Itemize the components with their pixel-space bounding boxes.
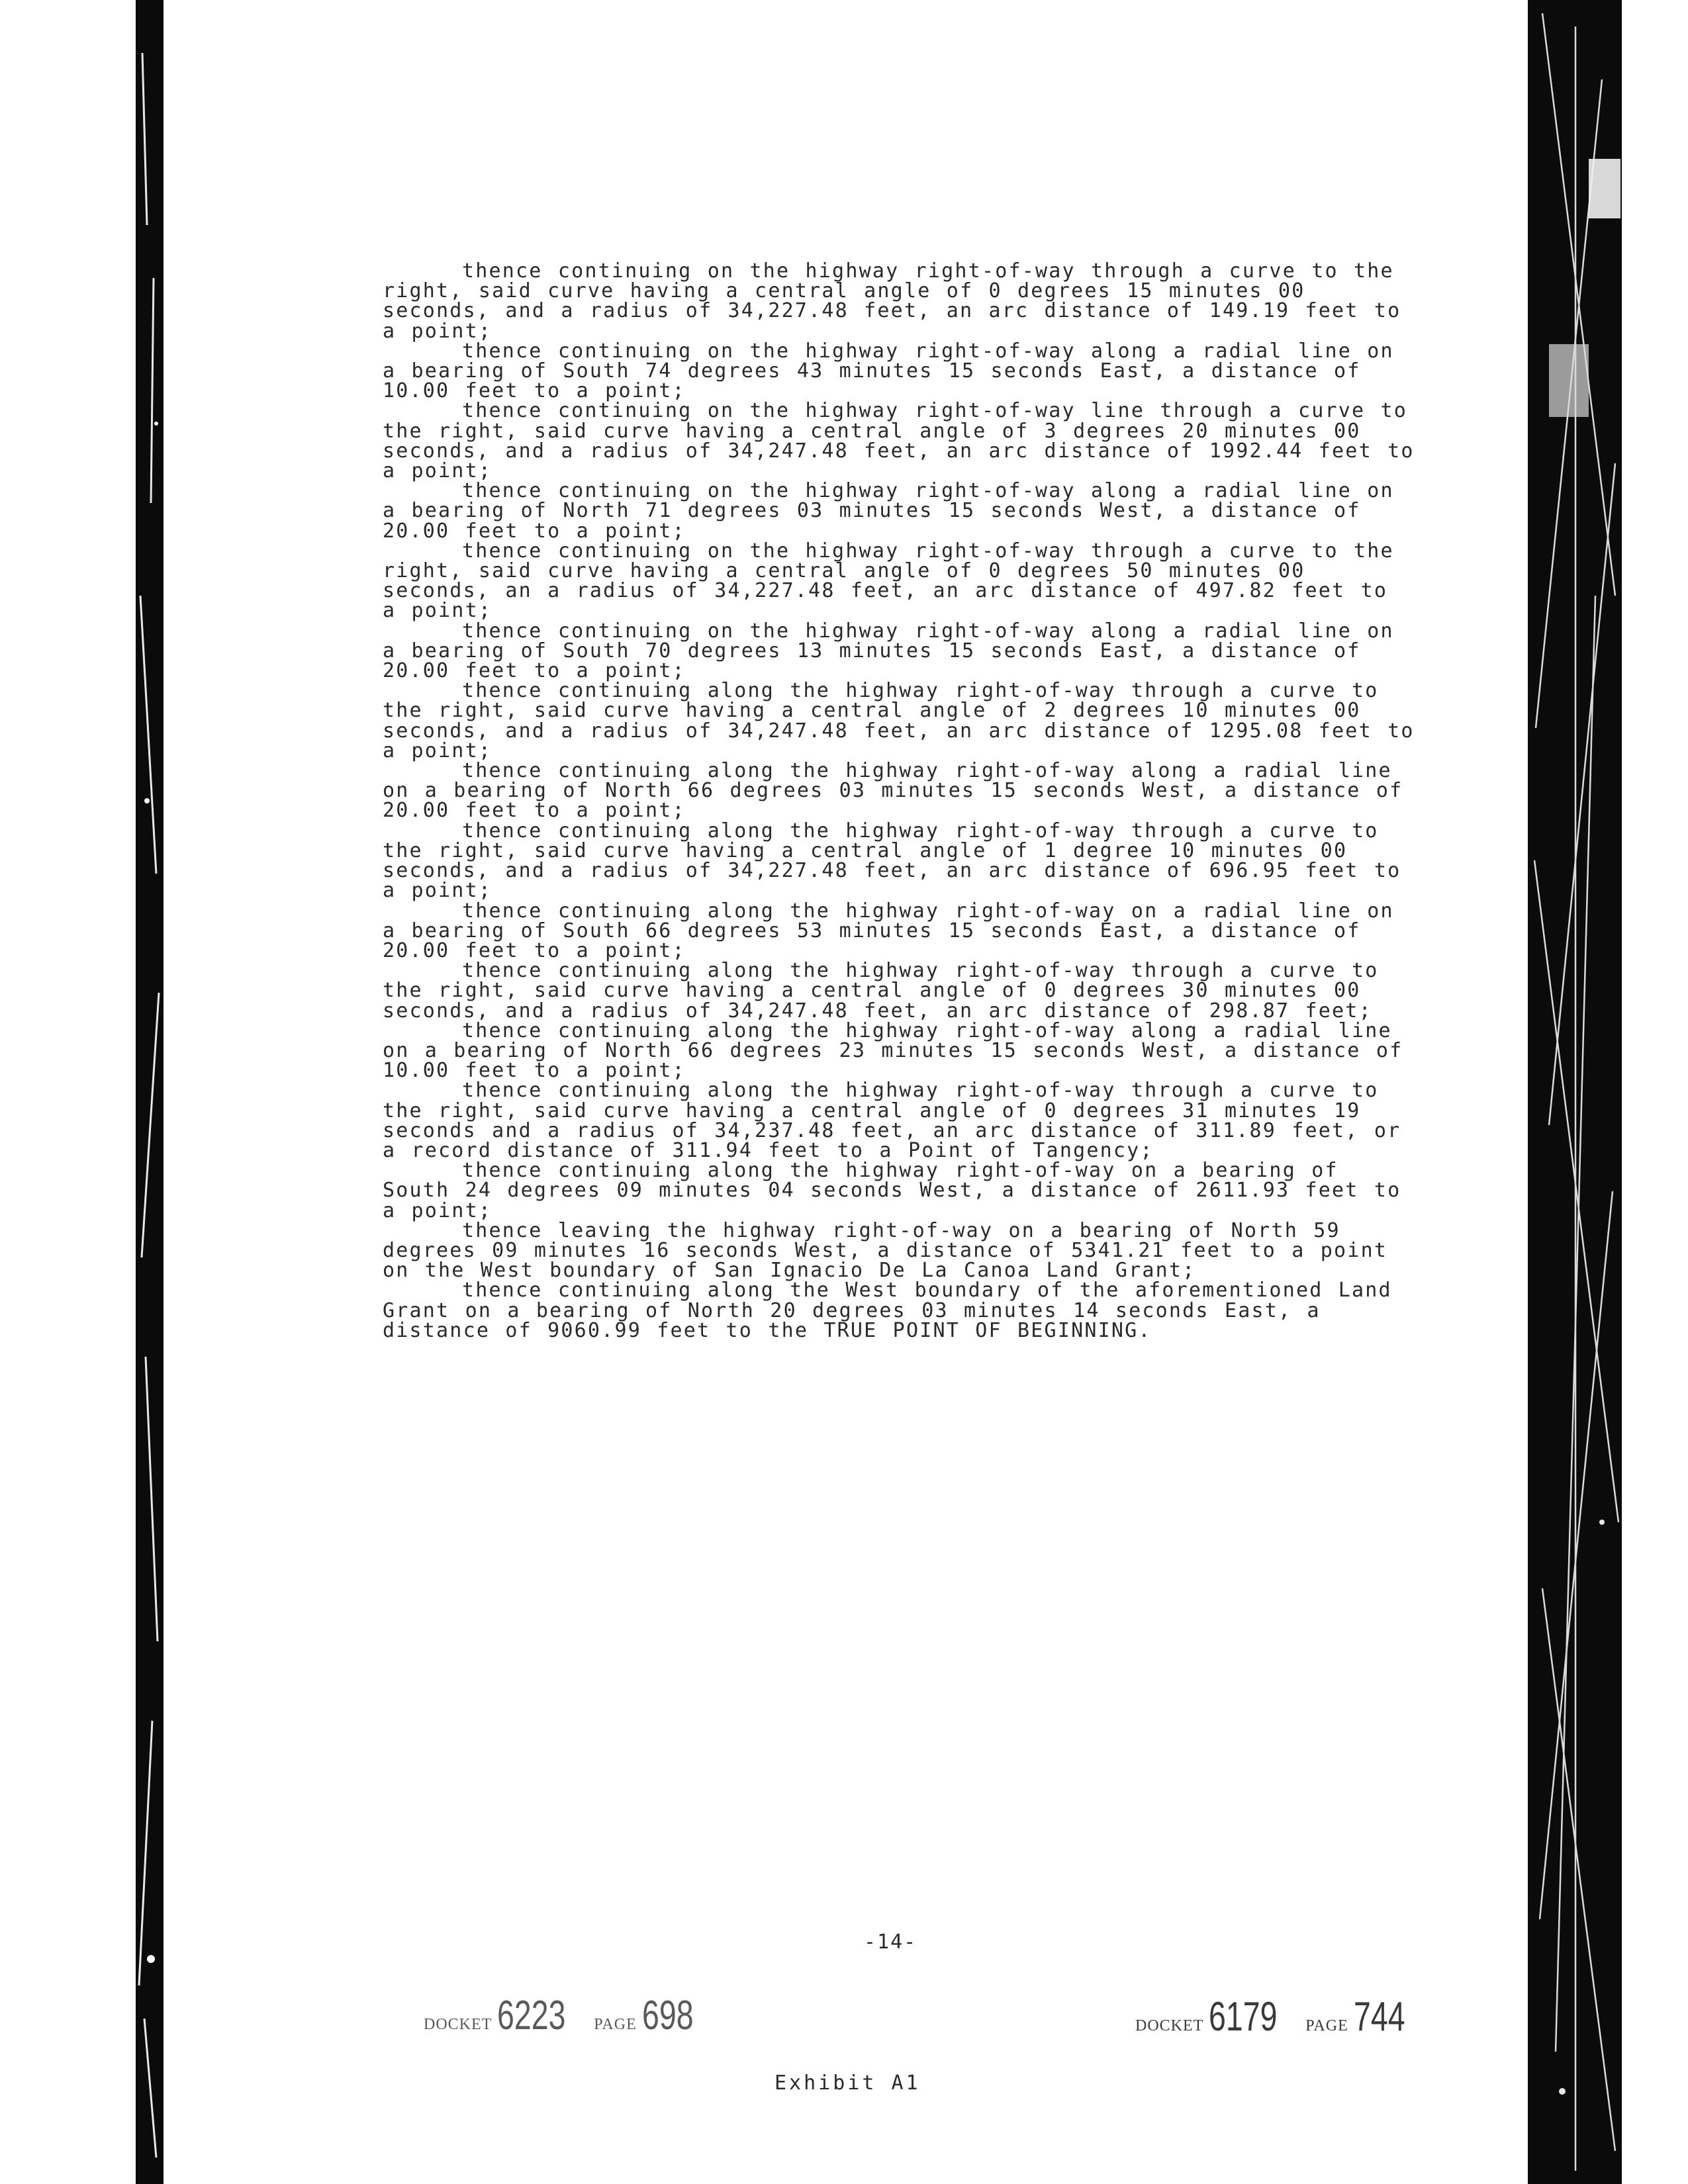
docket-number: 6179	[1209, 1994, 1278, 2040]
docket-label: DOCKET	[424, 2016, 492, 2033]
course-paragraph: thence continuing on the highway right-of-way along a radial line on a bearing of South 70 degrees 13 minutes 15 seconds East, a distance of 20.00 feet to a point;	[383, 619, 1394, 683]
course-paragraph: thence continuing along the highway right-of-way along a radial line on a bearing of North 66 degrees 03 minutes 15 seconds West, a distance of 20.00 feet to a point;	[383, 759, 1403, 823]
docket-label: DOCKET	[1135, 2017, 1204, 2034]
course-paragraph: thence continuing on the highway right-of-way along a radial line on a bearing of North 71 degrees 03 minutes 15 seconds West, a distance of 20.00 feet to a point;	[383, 479, 1394, 543]
page-label: PAGE	[1305, 2017, 1348, 2034]
exhibit-label: Exhibit A1	[774, 2071, 921, 2095]
docket-stamp-left	[424, 1992, 710, 2039]
docket-page-number: 698	[641, 1993, 694, 2038]
docket-page-number: 744	[1353, 1994, 1405, 2040]
course-paragraph: thence continuing along the highway right-of-way on a radial line on a bearing of South 66 degrees 53 minutes 15 seconds East, a distance of 20.00 feet to a point;	[383, 899, 1394, 962]
docket-stamp-right	[1135, 1993, 1422, 2040]
course-paragraph: thence continuing on the highway right-of-way through a curve to the right, said curve having a central angle of 0 degrees 50 minutes 00 seconds, an a radius of 34,227.48 feet, an arc distance of 497.82 feet to a point;	[383, 539, 1394, 623]
course-paragraph: thence continuing along the highway right-of-way through a curve to the right, said curve having a central angle of 2 degrees 10 minutes 00 seconds, and a radius of 34,247.48 feet, an arc distance of 1295.08 feet to a point;	[383, 679, 1415, 762]
course-paragraph: thence continuing along the highway right-of-way through a curve to the right, said curve having a central angle of 1 degree 10 minutes 00 seconds, and a radius of 34,227.48 feet, an arc distance of 696.95 feet to a point;	[383, 819, 1401, 903]
top-punch-marks	[596, 0, 1125, 9]
page-number: -14-	[864, 1931, 917, 1954]
course-paragraph: thence continuing on the highway right-of-way along a radial line on a bearing of South 74 degrees 43 minutes 15 seconds East, a distance of 10.00 feet to a point;	[383, 339, 1394, 403]
course-paragraph: thence continuing along the highway right-of-way on a bearing of South 24 degrees 09 minutes 04 seconds West, a distance of 2611.93 feet to a point;	[383, 1159, 1401, 1222]
course-paragraph: thence leaving the highway right-of-way on a bearing of North 59 degrees 09 minutes 16 seconds West, a distance of 5341.21 feet to a point on the West boundary of San Ignacio De La Canoa Land Grant;	[383, 1218, 1388, 1283]
legal-description	[383, 261, 1415, 1341]
course-paragraph: thence continuing on the highway right-of-way through a curve to the right, said curve having a central angle of 0 degrees 15 minutes 00 seconds, and a radius of 34,227.48 feet, an arc distance of 149.19 feet to a point;	[383, 259, 1401, 343]
course-paragraph: thence continuing along the highway right-of-way through a curve to the right, said curve having a central angle of 0 degrees 31 minutes 19 seconds and a radius of 34,237.48 feet, an arc distance of 311.89 feet, or a record distance of 311.94 feet to a Point of Tangency;	[383, 1079, 1401, 1162]
docket-number: 6223	[497, 1993, 566, 2038]
course-paragraph: thence continuing along the West boundary of the aforementioned Land Grant on a bearing of North 20 degrees 03 minutes 14 seconds East, a distance of 9060.99 feet to the TRUE POINT OF BEGINNING.	[383, 1279, 1392, 1342]
course-paragraph: thence continuing along the highway right-of-way through a curve to the right, said curve having a central angle of 0 degrees 30 minutes 00 seconds, and a radius of 34,247.48 feet, an arc distance of 298.87 feet;	[383, 959, 1379, 1023]
course-paragraph: thence continuing along the highway right-of-way along a radial line on a bearing of North 66 degrees 23 minutes 15 seconds West, a distance of 10.00 feet to a point;	[383, 1019, 1403, 1083]
course-paragraph: thence continuing on the highway right-of-way line through a curve to the right, said curve having a central angle of 3 degrees 20 minutes 00 seconds, and a radius of 34,247.48 feet, an arc distance of 1992.44 feet to a point;	[383, 399, 1415, 483]
page-label: PAGE	[594, 2016, 637, 2033]
